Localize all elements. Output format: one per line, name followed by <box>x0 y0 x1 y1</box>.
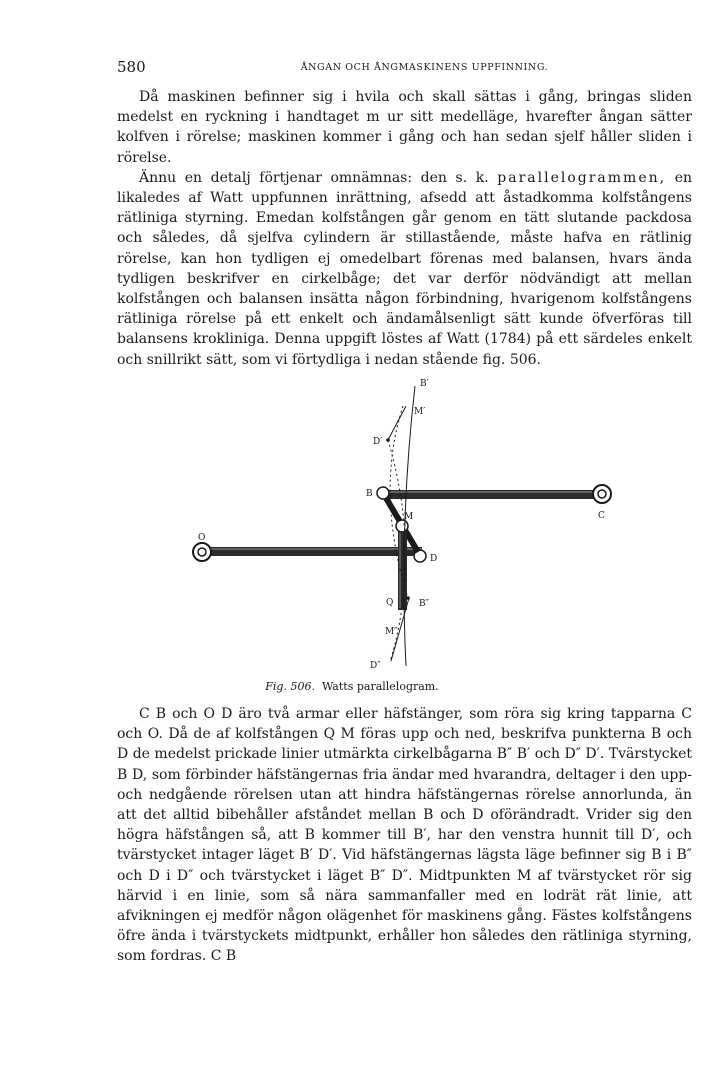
figure-caption <box>0 680 704 693</box>
caption-title: Watts parallelogram. <box>321 680 439 693</box>
paragraph-explanation: C B och O D äro två armar eller häfstänger, som röra sig kring tapparna C och O. Då de af kolfstången Q M föras upp och ned, beskrifva punkterna B och D de medelst prickade linier utmärkta cirkelbågarna B″ B′ och D″ D′. Tvärstycket B D, som förbinder häfstängernas fria ändar med hvarandra, deltager i den upp- och nedgående rörelsen utan att hindra häfstängernas rörelse annorlunda, än att det alltid bibehåller afståndet mellan B och D oförändradt. Vrider sig den högra häfstången så, att B kommer till B′, har den venstra hunnit till D′, och tvärstycket intager läget B′ D′. Vid häfstängernas lägsta läge befinner sig B i B″ och D i D″ och tvärstycket i läget B″ D″. Midtpunkten M af tvärstycket rör sig härvid i en linie, som så nära sammanfaller med en lodrät rät linie, att afvikningen ej medför någon olägenhet för maskinens gång. Fästes kolfstångens öfre ända i tvärstyckets midtpunkt, erhåller hon således den rätliniga styrning, som fordras. C B <box>117 706 692 965</box>
label-b-double-prime: B″ <box>419 599 429 609</box>
intro-rest: en likaledes af Watt uppfunnen inrättning, afsedd att åstadkomma kolfstångens rätliniga styrning. Emedan kolfstången går genom en tätt slutande packdosa och således, då sjelfva cylindern är stillastående, måste hafva en rätlinig rörelse, kan hon tydligen ej omedelbart förenas med balansen, hvars ända tydligen beskrifver en cirkelbåge; det var derför nödvändigt att mellan kolfstången och balansen insätta någon förbindning, hvarigenom kolfstångens rätliniga rörelse på ett enkelt och ändamålsenligt sätt kunde öfverföras till balansens krokliniga. Denna uppgift löstes af Watt (1784) på ett särdeles enkelt och snillrikt sätt, som vi förtydliga i nedan stående fig. 506. <box>117 169 692 368</box>
lower-lever-bar <box>206 547 422 556</box>
lower-text <box>117 704 692 967</box>
label-b: B <box>366 489 373 499</box>
figure-506 <box>190 376 630 676</box>
page-number: 580 <box>117 58 146 76</box>
label-m-prime: M′ <box>414 407 426 417</box>
joint-b <box>377 487 389 499</box>
label-c: C <box>598 511 605 521</box>
label-m-double-prime: M″ <box>385 627 398 637</box>
caption-figure-number: Fig. 506. <box>265 680 315 693</box>
piston-rod <box>398 524 407 610</box>
label-m: M <box>404 512 414 522</box>
running-head: ÅNGAN OCH ÅNGMASKINENS UPPFINNING. <box>300 62 549 73</box>
intro-start: Ännu en detalj förtjenar omnämnas: den s. k. <box>139 169 489 186</box>
paragraph-parallelogram-intro <box>117 168 692 370</box>
label-b-prime: B′ <box>420 379 429 389</box>
label-o: O <box>198 533 206 543</box>
upper-position-line <box>388 406 406 440</box>
page-header <box>117 58 692 78</box>
term-parallelogram: parallelogrammen, <box>497 169 667 186</box>
parallelogram-diagram <box>190 376 630 676</box>
upper-text <box>117 87 692 370</box>
label-d-double-prime: D″ <box>370 661 381 671</box>
paragraph-slide-valve: Då maskinen befinner sig i hvila och skall sättas i gång, bringas sliden medelst en ryckning i handtaget m ur sitt medelläge, hvarefter ångan sätter kolfven i rörelse; maskinen kommer i gång och han sedan sjelf håller sliden i rörelse. <box>117 89 692 166</box>
upper-lever-bar <box>386 490 596 499</box>
label-q: Q <box>386 598 394 608</box>
label-d-prime: D′ <box>373 437 383 447</box>
label-d: D <box>430 554 438 564</box>
